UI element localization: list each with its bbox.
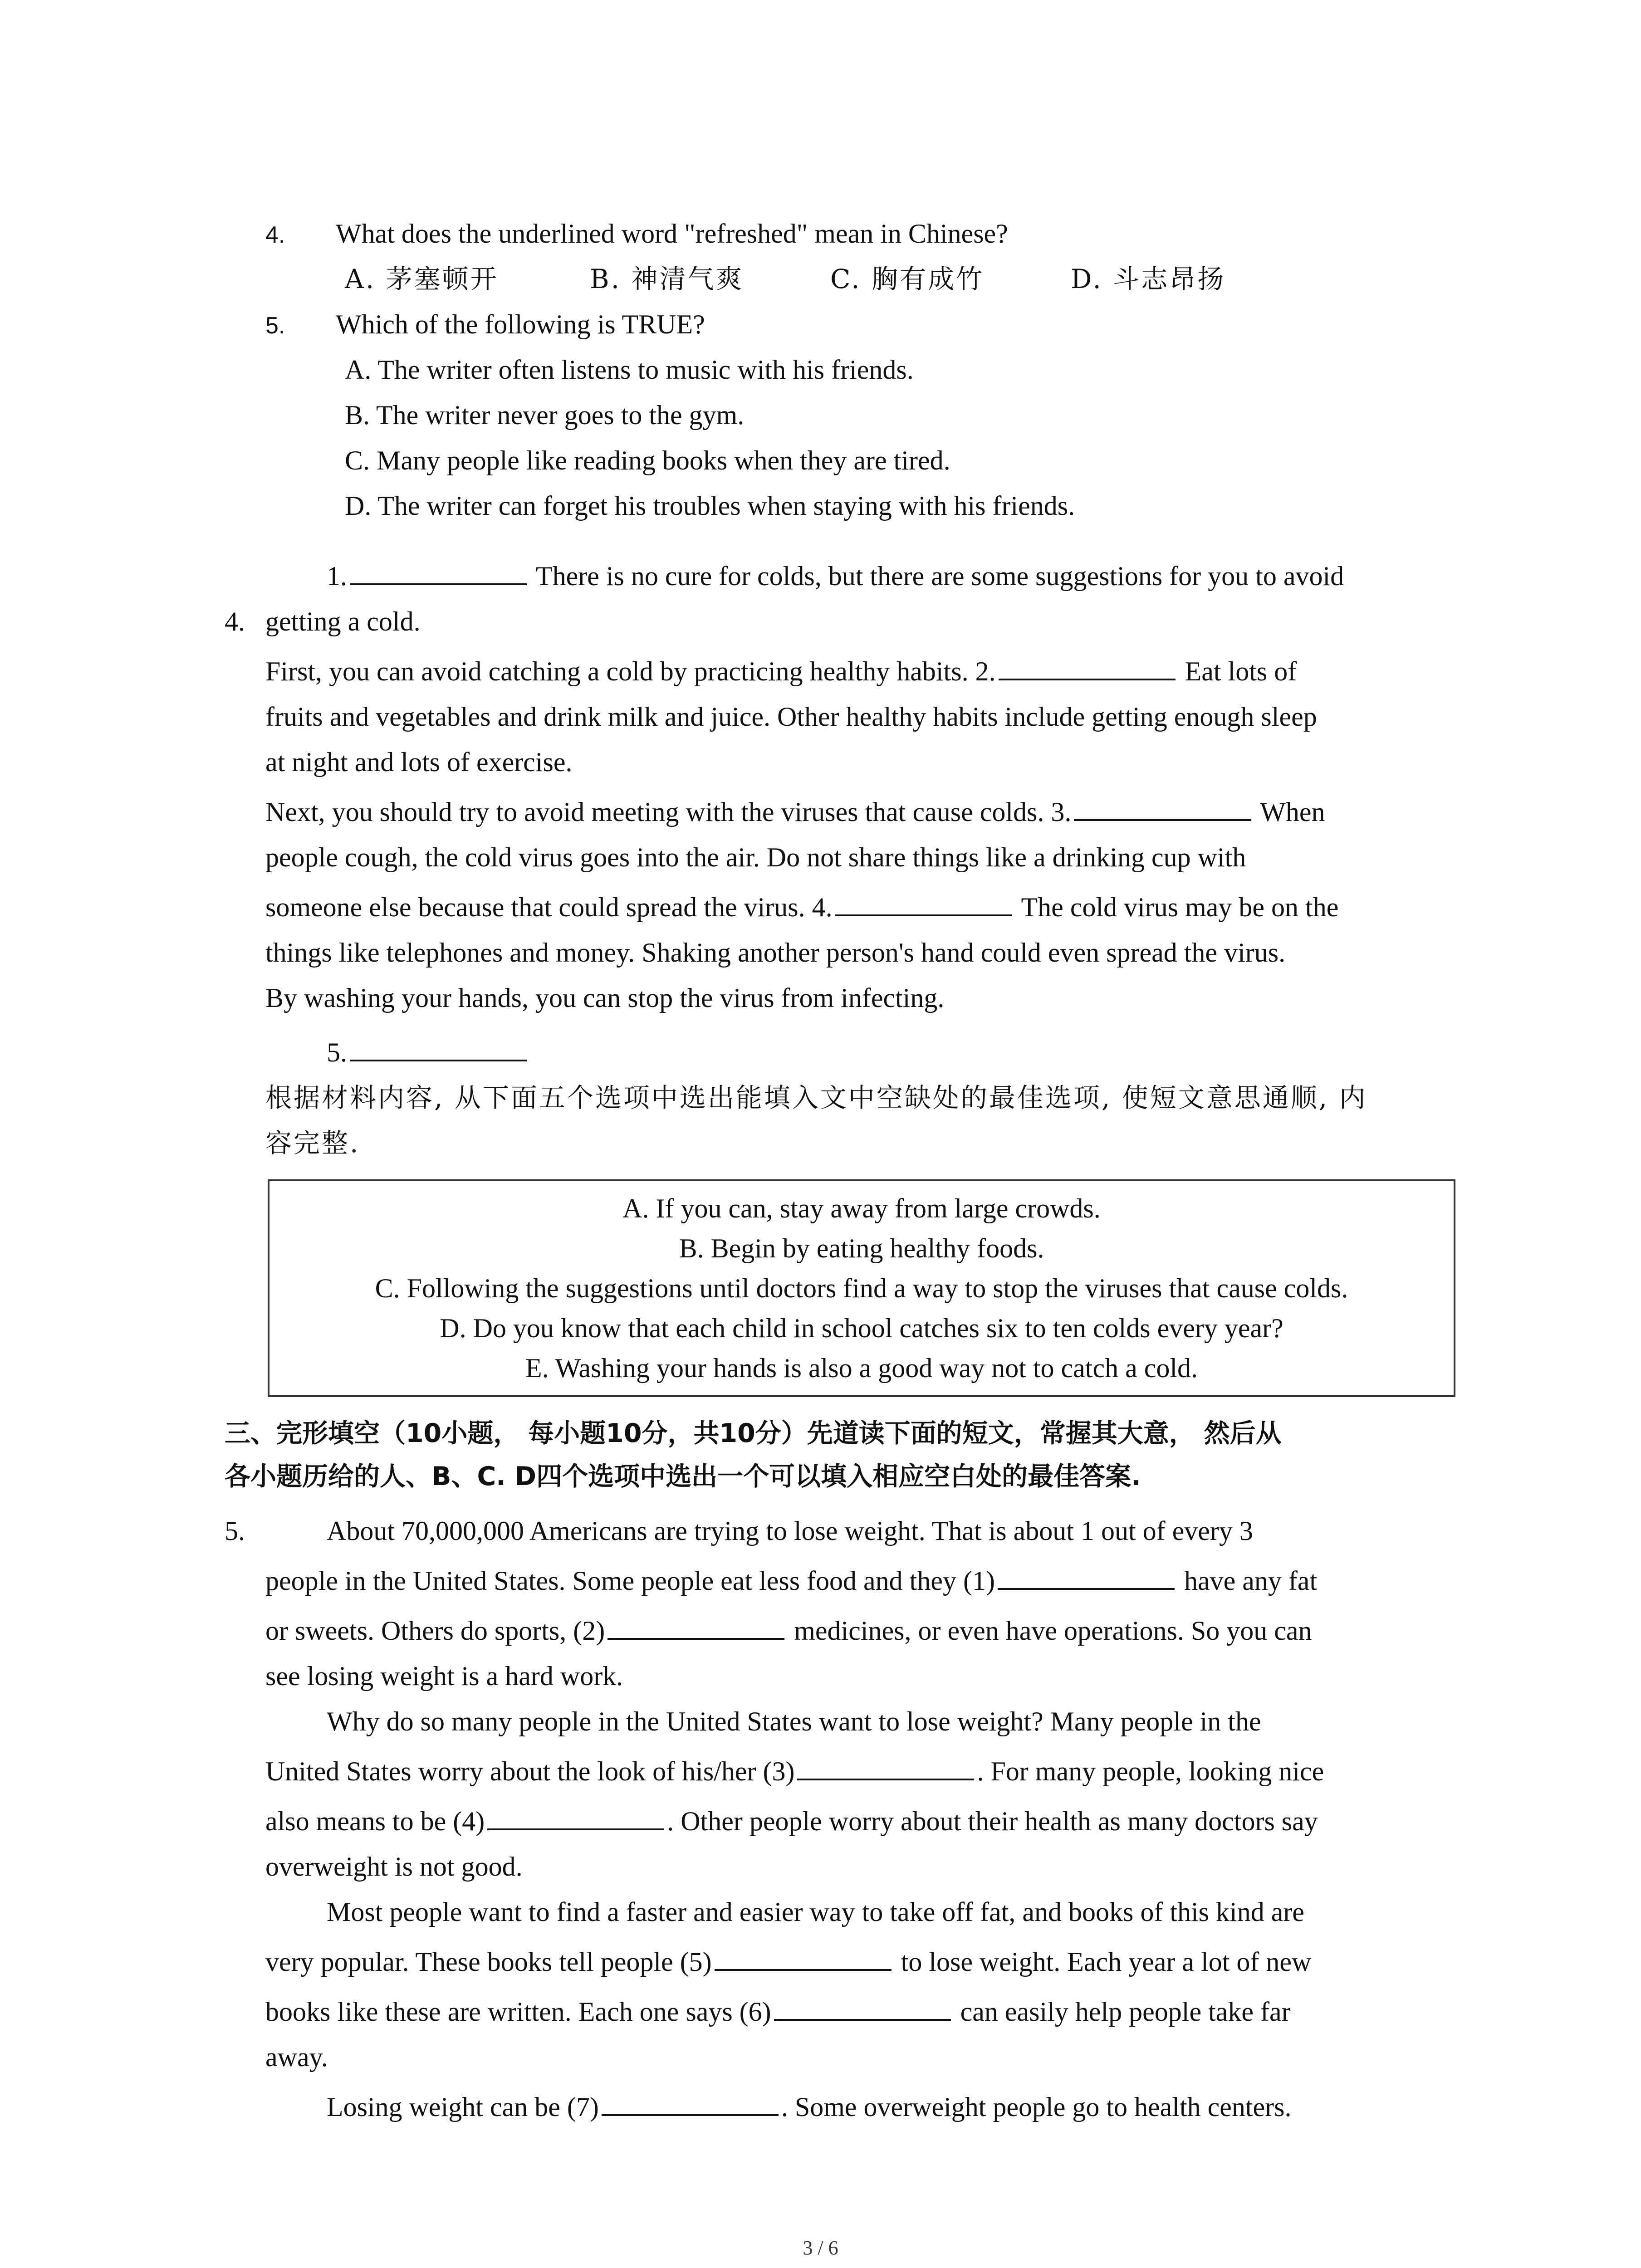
answer-blank [1074, 794, 1251, 821]
box-option-a: A. If you can, stay away from large crowds. [622, 1193, 1101, 1223]
paragraph-text [327, 2089, 1292, 2125]
question-4-options [345, 261, 1225, 297]
paragraph-text: fruits and vegetables and drink milk and juice. Other healthy habits include getting enough sleep [265, 702, 1317, 732]
paragraph-text: By washing your hands, you can stop the virus from infecting. [265, 983, 945, 1013]
option-b: B. The writer never goes to the gym. [345, 400, 745, 430]
paragraph-text [265, 1613, 1312, 1649]
paragraph-text: books like these are written. Each one says (6) [265, 1997, 771, 2027]
answer-blank [999, 653, 1176, 680]
page-number: 3 / 6 [803, 2237, 838, 2259]
question-number: 4. [265, 222, 285, 248]
paragraph-text: very popular. These books tell people (5) [265, 1947, 712, 1977]
paragraph-text: someone else because that could spread the virus. 4. [265, 892, 833, 922]
answer-blank [350, 1034, 527, 1061]
answer-blank [487, 1803, 664, 1830]
answer-blank [602, 2089, 779, 2116]
option-a: A. The writer often listens to music with his friends. [345, 355, 914, 385]
paragraph-text [265, 1803, 1318, 1839]
option-d: D. 斗志昂扬 [1071, 264, 1226, 294]
paragraph-text: Next, you should try to avoid meeting with the viruses that cause colds. 3. [265, 797, 1072, 827]
paragraph-text: . Some overweight people go to health centers. [781, 2092, 1292, 2122]
question-5 [265, 306, 285, 344]
blank-number: 5. [327, 1037, 347, 1067]
paragraph-text [265, 1753, 1324, 1789]
paragraph-text: see losing weight is a hard work. [265, 1661, 623, 1691]
passage-2-paragraph-1 [327, 558, 1344, 594]
passage-3-number: 5. [225, 1516, 245, 1546]
paragraph-text: medicines, or even have operations. So you can [794, 1616, 1312, 1646]
paragraph-text: Most people want to find a faster and easier way to take off fat, and books of this kind are [327, 1897, 1304, 1927]
paragraph-text: The cold virus may be on the [1021, 892, 1339, 922]
question-4-stem: What does the underlined word "refreshed" mean in Chinese? [336, 219, 1008, 249]
paragraph-text: can easily help people take far [960, 1997, 1291, 2027]
section-3-heading: 三、完形填空（10小题， 每小题10分，共10分）先道读下面的短文，常握其大意， 然后从 [225, 1418, 1282, 1448]
box-option-c: C. Following the suggestions until doctors find a way to stop the viruses that cause colds. [375, 1273, 1348, 1303]
answer-blank [835, 889, 1012, 916]
passage-2-number: 4. [225, 606, 245, 636]
question-5-stem: Which of the following is TRUE? [336, 309, 705, 339]
passage-2-paragraph-4 [327, 1034, 529, 1070]
paragraph-text: also means to be (4) [265, 1806, 485, 1836]
box-option-b: B. Begin by eating healthy foods. [679, 1233, 1044, 1263]
question-number: 5. [265, 313, 285, 339]
paragraph-text: away. [265, 2042, 328, 2072]
instruction-text: 容完整. [265, 1128, 360, 1158]
paragraph-text: When [1260, 797, 1325, 827]
answer-blank [715, 1944, 892, 1971]
option-a: A. 茅塞顿开 [345, 264, 499, 294]
paragraph-text: to lose weight. Each year a lot of new [901, 1947, 1312, 1977]
paragraph-text: getting a cold. [265, 606, 421, 636]
paragraph-text: United States worry about the look of his/her (3) [265, 1756, 795, 1786]
box-option-d: D. Do you know that each child in school catches six to ten colds every year? [440, 1313, 1283, 1343]
paragraph-text: people cough, the cold virus goes into the air. Do not share things like a drinking cup with [265, 842, 1246, 872]
paragraph-text: Losing weight can be (7) [327, 2092, 599, 2122]
paragraph-text: Why do so many people in the United States want to lose weight? Many people in the [327, 1706, 1261, 1736]
option-b: B. 神清气爽 [590, 264, 744, 294]
paragraph-text: people in the United States. Some people eat less food and they (1) [265, 1566, 995, 1596]
answer-blank [998, 1563, 1175, 1590]
answer-blank [774, 1994, 951, 2021]
paragraph-text [265, 1944, 1311, 1980]
paragraph-text: About 70,000,000 Americans are trying to lose weight. That is about 1 out of every 3 [327, 1516, 1253, 1546]
paragraph-text [265, 1563, 1317, 1599]
paragraph-text: or sweets. Others do sports, (2) [265, 1616, 605, 1646]
question-4 [265, 215, 285, 253]
paragraph-text: Eat lots of [1185, 656, 1297, 686]
paragraph-text: . For many people, looking nice [977, 1756, 1324, 1786]
options-box [268, 1179, 1455, 1397]
box-option-e: E. Washing your hands is also a good way not to catch a cold. [525, 1353, 1198, 1383]
passage-2-paragraph-3 [265, 794, 1325, 830]
paragraph-text: things like telephones and money. Shaking another person's hand could even spread the virus. [265, 938, 1286, 968]
option-c: C. Many people like reading books when they are tired. [345, 445, 950, 475]
answer-blank [607, 1613, 784, 1640]
answer-blank [797, 1753, 974, 1780]
instruction-text: 根据材料内容, 从下面五个选项中选出能填入文中空缺处的最佳选项, 使短文意思通顺, 内 [265, 1082, 1367, 1113]
section-3-heading: 各小题历给的人、B、C. D四个选项中选出一个可以填入相应空白处的最佳答案. [225, 1461, 1141, 1491]
paragraph-text: at night and lots of exercise. [265, 747, 573, 777]
passage-2-paragraph-2 [265, 653, 1297, 689]
paragraph-text: There is no cure for colds, but there are some suggestions for you to avoid [535, 561, 1344, 591]
blank-number: 1. [327, 561, 347, 591]
paragraph-text [265, 889, 1338, 925]
paragraph-text: overweight is not good. [265, 1852, 523, 1882]
paragraph-text: . Other people worry about their health as many doctors say [667, 1806, 1318, 1836]
option-d: D. The writer can forget his troubles when staying with his friends. [345, 491, 1075, 521]
paragraph-text: First, you can avoid catching a cold by practicing healthy habits. 2. [265, 656, 996, 686]
option-c: C. 胸有成竹 [830, 264, 985, 294]
paragraph-text [265, 1994, 1291, 2030]
paragraph-text: have any fat [1184, 1566, 1318, 1596]
answer-blank [350, 558, 527, 585]
